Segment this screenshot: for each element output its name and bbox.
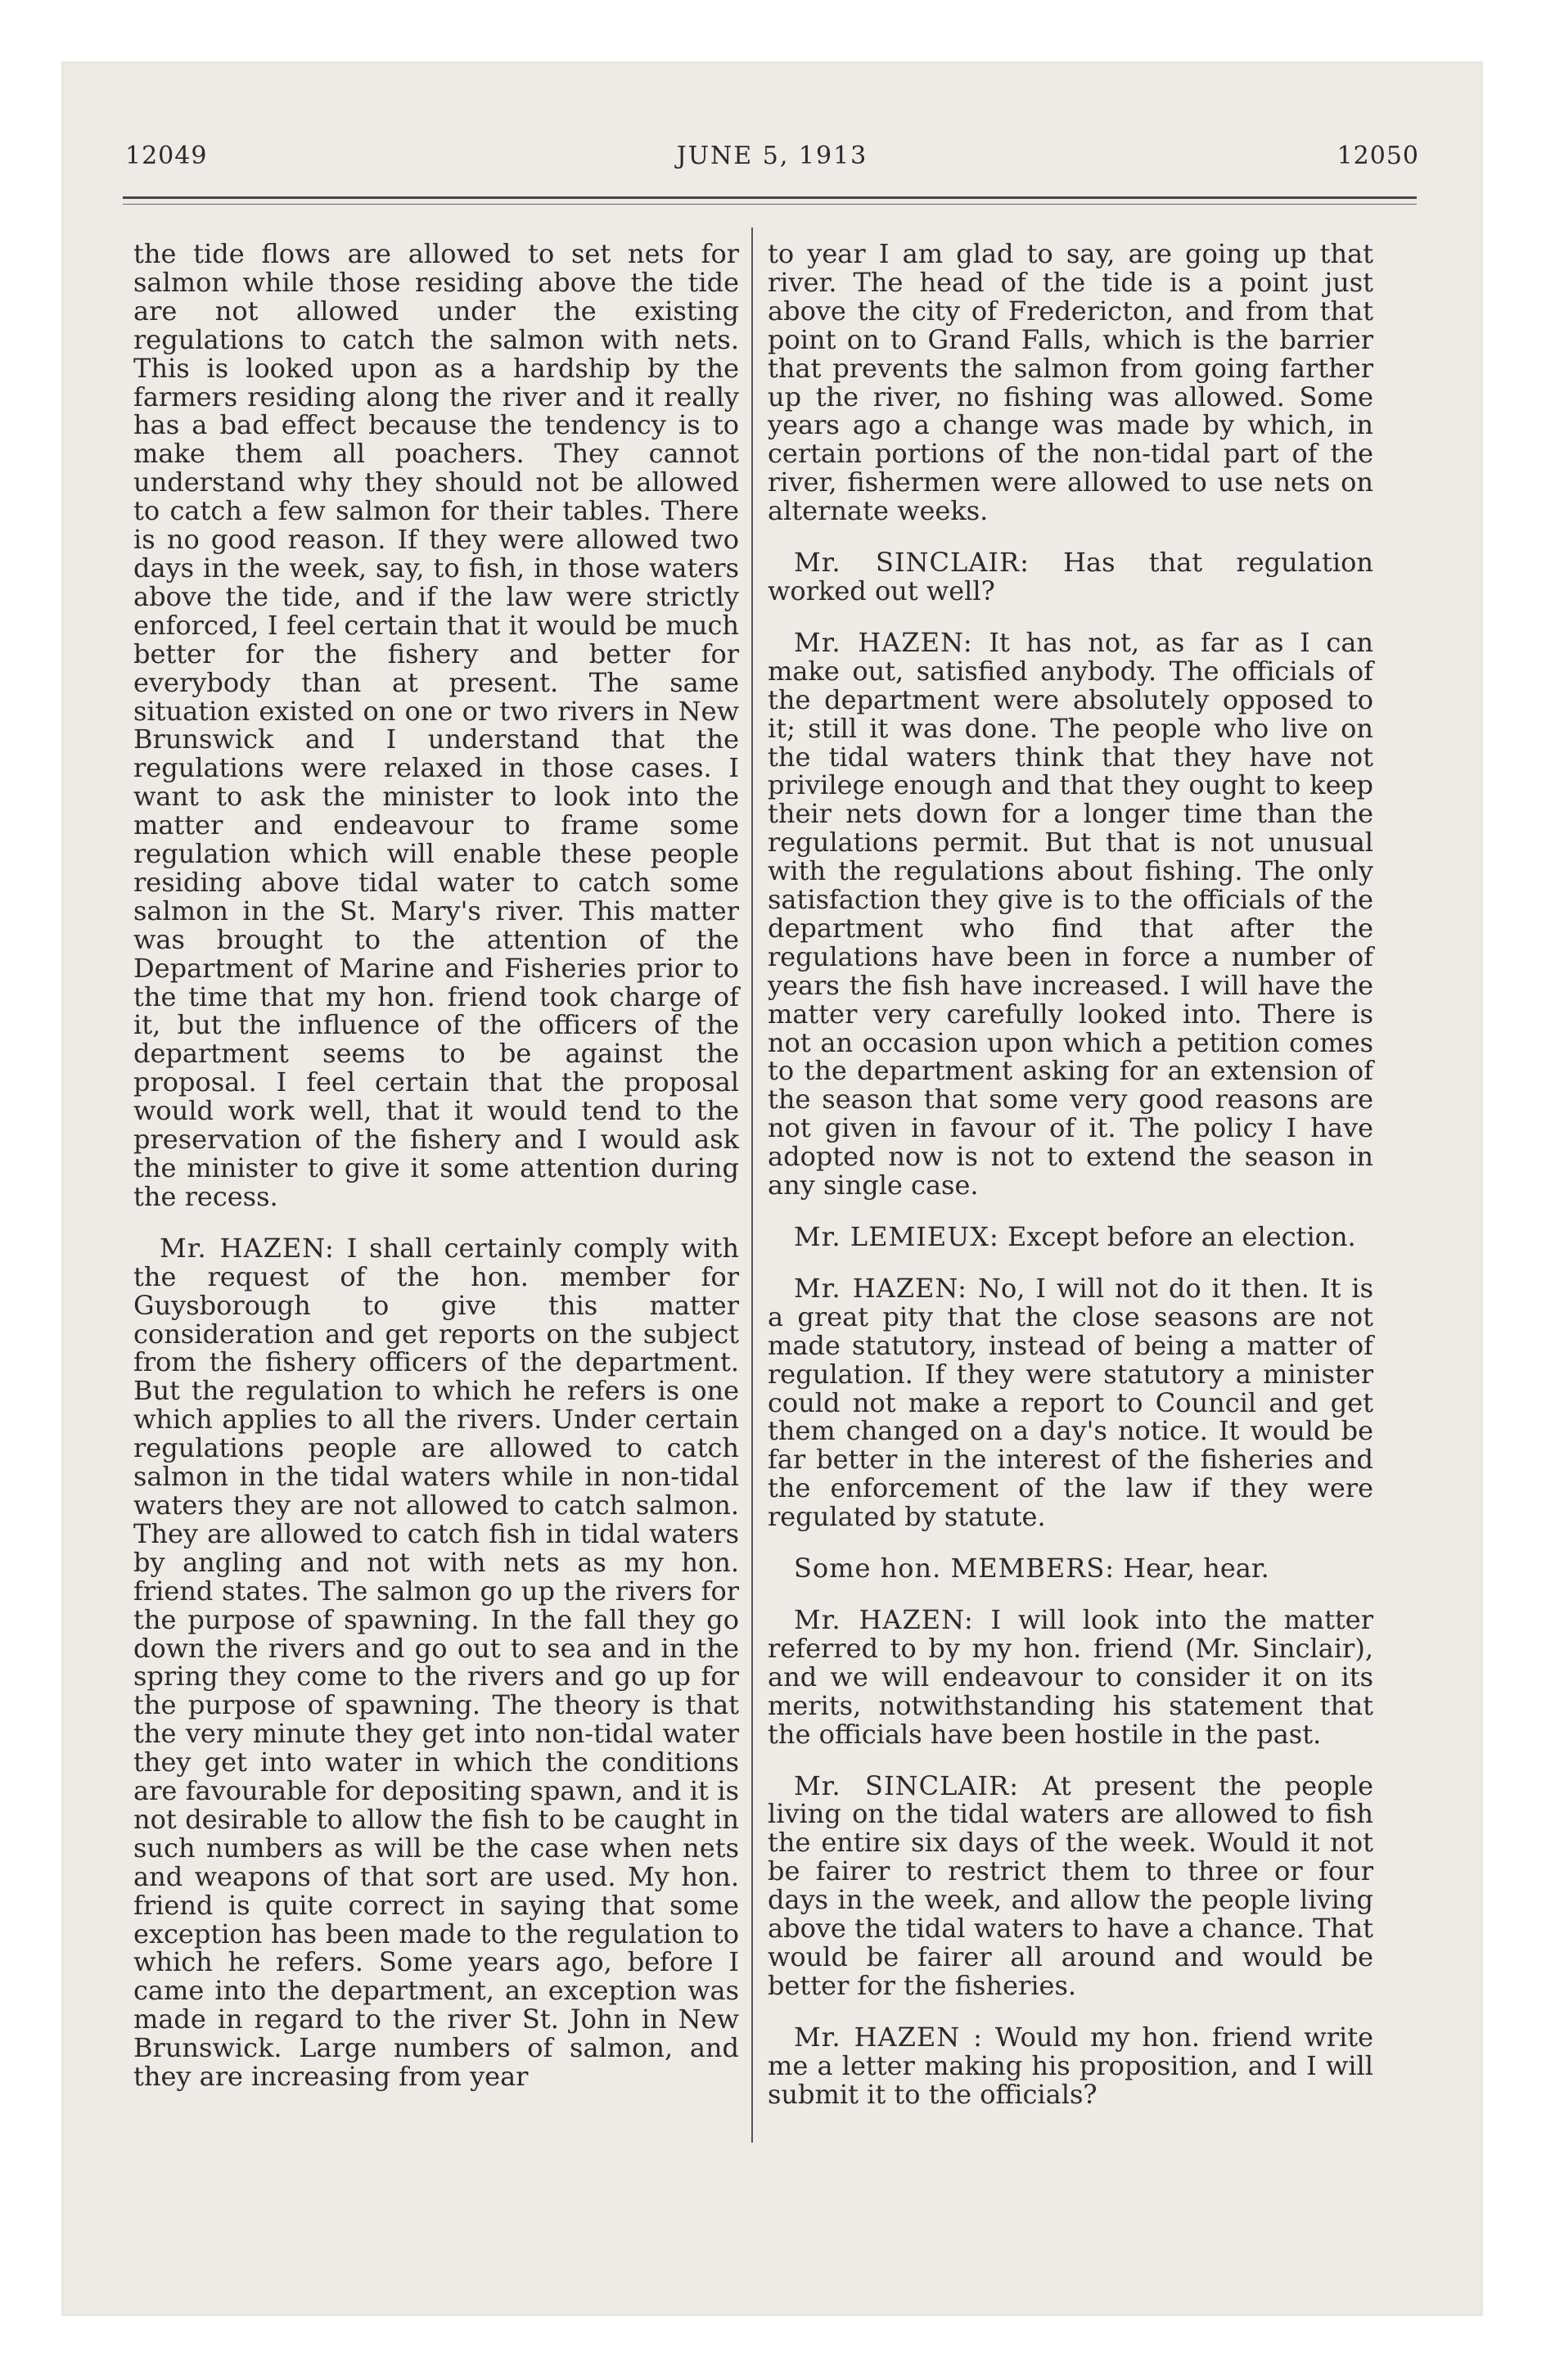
speaker-name: Mr. LEMIEUX: <box>794 1221 999 1252</box>
speaker-name: Mr. SINCLAIR: <box>794 547 1030 579</box>
speech-text: At present the people living on the tidal waters are allowed to fish the entire six days of the week. Would it not be fairer to restrict them to three or four days in the week, and allow the people living above the tidal waters to have a chance. That would be fairer all around and would be better for the fisheries. <box>768 1769 1374 2001</box>
speech <box>768 548 1373 606</box>
speaker-name: Mr. HAZEN: <box>160 1232 335 1264</box>
speech <box>768 2023 1373 2109</box>
speaker-name: Mr. HAZEN: <box>794 1603 974 1635</box>
page-number-left: 12049 <box>125 142 208 170</box>
speech-text: I shall certainly comply with the request of the hon. member for Guysborough to give this matter consideration and get reports on the subject from the fishery officers of the department. But the regulation to which he refers is one which applies to all the rivers. Under certain regulations people are allowed to catch salmon in the tidal waters while in non-tidal waters they are not allowed to catch salmon. They are allowed to catch fish in tidal waters by angling and not with nets as my hon. friend states. The salmon go up the rivers for the purpose of spawning. In the fall they go down the rivers and go out to sea and in the spring they come to the rivers and go up for the purpose of spawning. The theory is that the very minute they get into non-tidal water they get into water in which the conditions are favourable for depositing spawn, and it is not desirable to allow the fish to be caught in such numbers as will be the case when nets and weapons of that sort are used. My hon. friend is quite correct in saying that some exception has been made to the regulation to which he refers. Some years ago, before I came into the department, an exception was made in regard to the river St. John in New Brunswick. Large numbers of salmon, and they are increasing from year <box>133 1232 740 2093</box>
speech-text: No, I will not do it then. It is a great pity that the close seasons are not made statutory, instead of being a matter of regulation. If they were statutory a minister could not make a report to Council and get them changed on a day's notice. It would be far better in the interest of the fisheries and the enforcement of the law if they were regulated by statute. <box>768 1272 1374 1533</box>
speech <box>768 1769 1374 2001</box>
speech <box>768 1603 1374 1750</box>
column-divider <box>751 228 753 2143</box>
speaker-name: Some hon. MEMBERS: <box>794 1553 1116 1584</box>
speech-text: Would my hon. friend write me a letter making his proposition, and I will submit it to the officials? <box>768 2021 1374 2110</box>
speech <box>768 626 1373 1201</box>
speaker-name: Mr. HAZEN : <box>794 2021 983 2053</box>
speech-text: Except before an election. <box>1007 1221 1356 1252</box>
speech <box>768 1554 1373 1583</box>
speech <box>768 1223 1373 1251</box>
speech <box>768 1274 1373 1531</box>
speaker-name: Mr. HAZEN: <box>794 626 973 658</box>
paragraph: to year I am glad to say, are going up that river. The head of the tide is a point just above the city of Fredericton, and from that point on to Grand Falls, which is the barrier that prevents the salmon from going farther up the river, no fishing was allowed. Some years ago a change was made by which, in certain portions of the non-tidal part of the river, fishermen were allowed to use nets on alternate weeks. <box>768 238 1373 527</box>
speech-text: Has that regulation worked out well? <box>768 547 1373 606</box>
left-column <box>133 240 739 2091</box>
header-rule <box>123 196 1417 205</box>
speech-text: I will look into the matter referred to by my hon. friend (Mr. Sinclair), and we will endeavour to consider it on its merits, notwithstanding his statement that the officials have been hostile in the past. <box>768 1603 1374 1750</box>
page-number-right: 12050 <box>1336 142 1419 170</box>
page <box>64 64 1481 2314</box>
speech-text: It has not, as far as I can make out, satisfied anybody. The officials of the department were absolutely opposed to it; still it was done. The people who live on the tidal waters think that they have not privilege enough and that they ought to keep their nets down for a longer time than the regulations permit. But that is not unusual with the regulations about fishing. The only satisfaction they give is to the officials of the department who find that after the regulations have been in force a number of years the fish have increased. I will have the matter very carefully looked into. There is not an occasion upon which a petition comes to the department asking for an extension of the season that some very good reasons are not given in favour of it. The policy I have adopted now is not to extend the season in any single case. <box>768 626 1373 1201</box>
speaker-name: Mr. SINCLAIR: <box>794 1769 1019 1801</box>
speaker-name: Mr. HAZEN: <box>794 1272 967 1304</box>
right-column <box>768 240 1373 2108</box>
page-date: JUNE 5, 1913 <box>676 142 868 170</box>
paragraph: the tide flows are allowed to set nets for salmon while those residing above the tide are not allowed under the existing regulations to catch the salmon with nets. This is looked upon as a hardship by the farmers residing along the river and it really has a bad effect because the tendency is to make them all poachers. They cannot understand why they should not be allowed to catch a few salmon for their tables. There is no good reason. If they were allowed two days in the week, say, to fish, in those waters above the tide, and if the law were strictly enforced, I feel certain that it would be much better for the fishery and better for everybody than at present. The same situation existed on one or two rivers in New Brunswick and I understand that the regulations were relaxed in those cases. I want to ask the minister to look into the matter and endeavour to frame some regulation which will enable these people residing above tidal water to catch some salmon in the St. Mary's river. This matter was brought to the attention of the Department of Marine and Fisheries prior to the time that my hon. friend took charge of it, but the influence of the officers of the department seems to be against the proposal. I feel certain that the proposal would work well, that it would tend to the preservation of the fishery and I would ask the minister to give it some attention during the recess. <box>133 238 739 1212</box>
speech <box>133 1234 739 2091</box>
speech-text: Hear, hear. <box>1123 1553 1269 1584</box>
